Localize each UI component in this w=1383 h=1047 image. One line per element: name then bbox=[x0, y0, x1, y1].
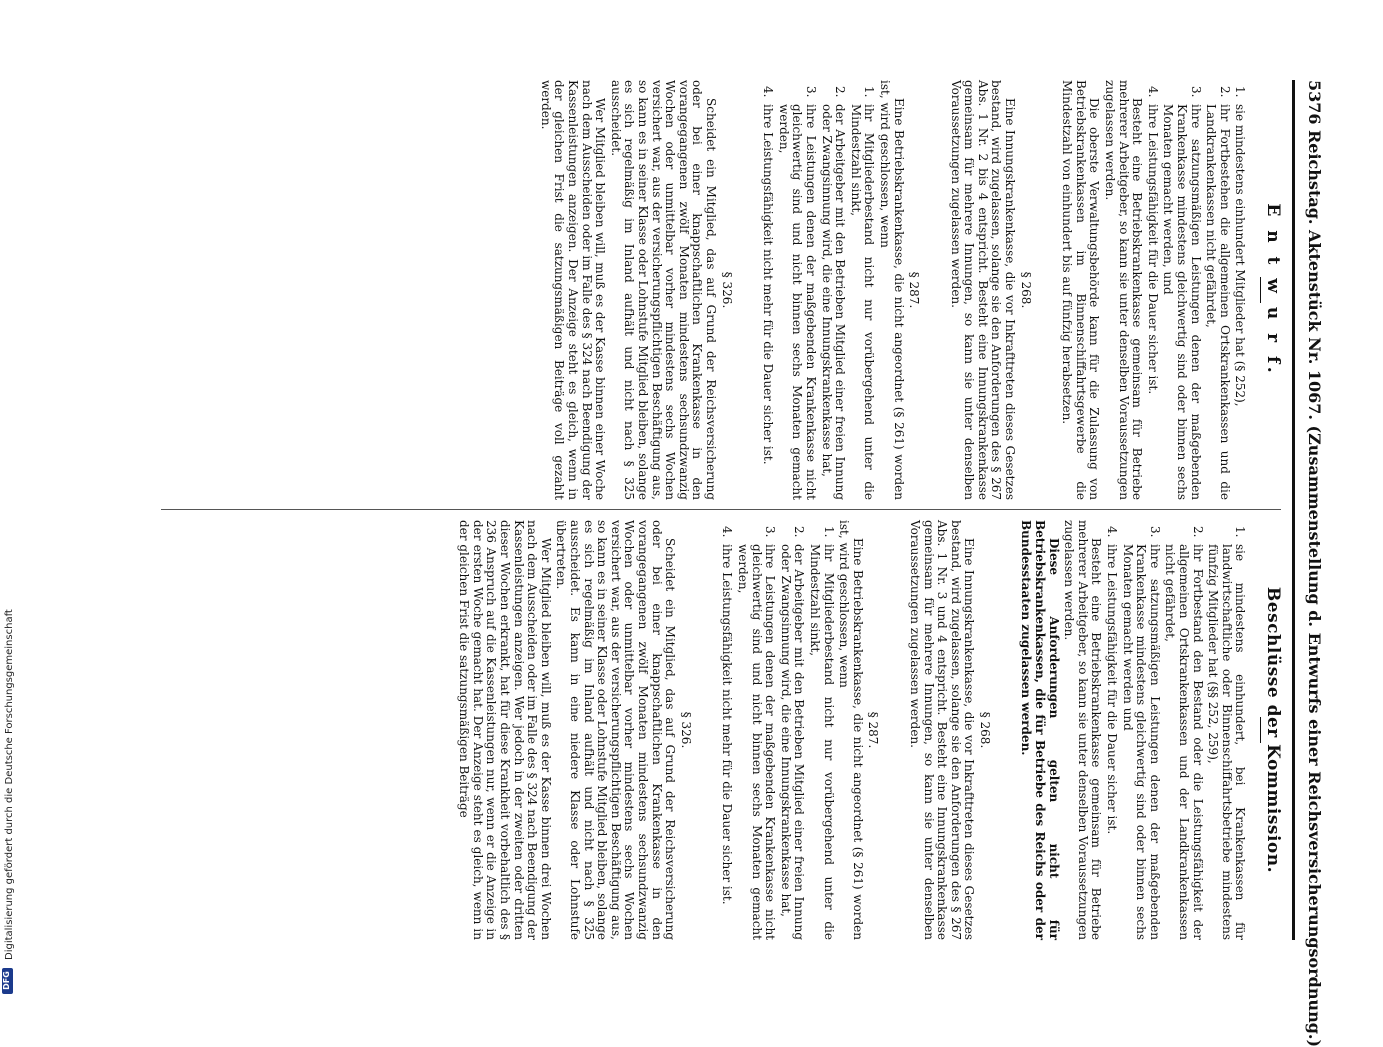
paragraph: Eine Betriebskrankenkasse, die nicht angeordnet (§ 261) worden ist, wird geschlossen, wenn bbox=[877, 80, 906, 500]
item-text: ihre Leistungsfähigkeit nicht mehr für die Dauer sicher ist. bbox=[720, 544, 735, 905]
item-number: 4. bbox=[761, 86, 776, 98]
paragraph-amended: Diese Anforderungen gelten nicht für Betriebskrankenkassen, die für Betriebe des Reichs oder der Bundesstaaten zugelassen werden. bbox=[1019, 520, 1061, 940]
item-number: 3. bbox=[763, 526, 778, 538]
item-number: 2. bbox=[833, 86, 848, 98]
list-item bbox=[1104, 520, 1118, 940]
item-number: 4. bbox=[720, 526, 735, 538]
header-title: Reichstag. Aktenstück Nr. 1067. (Zusammenstellung d. Entwurfs einer Reichsversicherungsordnung.) bbox=[1305, 130, 1324, 1047]
item-text: ihre Leistungsfähigkeit nicht mehr für die Dauer sicher ist. bbox=[761, 104, 776, 465]
item-number: 2. bbox=[1217, 86, 1232, 98]
item-text: ihre Leistungsfähigkeit für die Dauer sicher ist. bbox=[1145, 104, 1160, 395]
paragraph: Die oberste Verwaltungsbehörde kann für die Zulassung von Betriebskrankenkassen im Binnenschiffahrtsgewerbe die Mindestzahl von einhundert bis auf fünfzig herabsetzen. bbox=[1060, 80, 1102, 500]
item-number: 1. bbox=[862, 86, 877, 98]
list-item bbox=[807, 520, 834, 940]
paragraph: Eine Innungskrankenkasse, die vor Inkrafttreten dieses Gesetzes bestand, wird zugelassen, solange sie den Anforderungen des § 267 Abs. 1 Nr. 3 und 4 entspricht. Besteht eine Innungskrankenkasse gemeinsam für mehrere Innungen, so kann sie unter denselben Voraussetzungen zugelassen werden. bbox=[907, 520, 977, 940]
list-item bbox=[848, 80, 875, 500]
item-number: 2. bbox=[1190, 526, 1205, 538]
dfg-logo: DFG bbox=[2, 968, 13, 994]
draft-column-title: E n t w u r f. bbox=[1263, 203, 1283, 377]
list-item bbox=[1163, 520, 1204, 940]
list-item bbox=[1161, 80, 1202, 500]
paragraph: Eine Innungskrankenkasse, die vor Inkrafttreten dieses Gesetzes bestand, wird zugelassen, solange sie den Anforderungen des § 267 Abs. 1 Nr. 2 bis 4 entspricht. Besteht eine Innungskrankenkasse gemeinsam für mehrere Innungen, so kann sie unter denselben Voraussetzungen zugelassen werden. bbox=[948, 80, 1018, 500]
title-rule bbox=[1260, 717, 1261, 743]
item-text: sie mindestens einhundert Mitglieder hat (§ 252), bbox=[1233, 104, 1248, 407]
item-text: ihr Mitgliederbestand nicht nur vorübergehend unter die Mindestzahl sinkt, bbox=[807, 544, 836, 940]
paragraph: Besteht eine Betriebskrankenkasse gemeinsam für Betriebe mehrerer Arbeitgeber, so kann sie unter denselben Voraussetzungen zugelassen werden. bbox=[1062, 520, 1104, 940]
item-number: 1. bbox=[821, 526, 836, 538]
item-number: 3. bbox=[1188, 86, 1203, 98]
item-text: ihre Leistungsfähigkeit für die Dauer sicher ist. bbox=[1105, 544, 1120, 835]
item-number: 3. bbox=[1147, 526, 1162, 538]
list-item bbox=[1145, 80, 1159, 500]
page-number: 5376 bbox=[1305, 80, 1324, 125]
list-item bbox=[1233, 80, 1247, 500]
paragraph: Besteht eine Betriebskrankenkasse gemeinsam für Betriebe mehrerer Arbeitgeber, so kann sie unter denselben Voraussetzungen zugelassen werden. bbox=[1103, 80, 1145, 500]
item-number: 1. bbox=[1233, 526, 1248, 538]
commission-column-title: Beschlüsse der Kommission. bbox=[1263, 586, 1283, 874]
list-item bbox=[1206, 520, 1247, 940]
paragraph: Scheidet ein Mitglied, das auf Grund der Reichsversicherung oder bei einer knappschaftlichen Krankenkasse in den vorangegangenen zwölf Monaten mindestens sechsundzwanzig Wochen oder unmittelbar vorher mindestens sechs Wochen versichert war, aus der versicherungspflichtigen Beschäftigung aus, so kann es in seiner Klasse oder Lohnstufe Mitglied bleiben, solange es sich regelmäßig im Inland aufhält und nicht nach § 325 ausscheidet. Es kann in eine niedere Klasse oder Lohnstufe übertreten. bbox=[554, 520, 678, 940]
item-text: der Arbeitgeber mit den Betrieben Mitglied einer freien Innung oder Zwangsinnung wird, die eine Innungskrankenkasse hat, bbox=[819, 104, 848, 500]
item-number: 1. bbox=[1233, 86, 1248, 98]
list-item bbox=[720, 520, 734, 940]
item-text: ihr Mitgliederbestand nicht nur vorübergehend unter die Mindestzahl sinkt, bbox=[848, 104, 877, 500]
commission-column bbox=[455, 520, 1281, 940]
section-heading: § 326. bbox=[678, 711, 693, 749]
section-heading: § 287. bbox=[866, 711, 881, 749]
paragraph: Wer Mitglied bleiben will, muß es der Kasse binnen einer Woche nach dem Ausscheiden oder im Falle des § 324 nach Beendigung der Kassenleistungen anzeigen. Der Anzeige steht es gleich, wenn in der gleichen Frist die satzungsmäßigen Beiträge voll gezahlt werden. bbox=[538, 80, 608, 500]
list-item bbox=[1204, 80, 1231, 500]
section-heading: § 268. bbox=[977, 711, 992, 749]
list-item bbox=[778, 520, 805, 940]
paragraph: Wer Mitglied bleiben will, muß es der Kasse binnen drei Wochen nach dem Ausscheiden oder im Falle des § 324 nach Beendigung der Kassenleistungen anzeigen. Wer jedoch in der zweiten oder dritten dieser Wochen erkrankt, hat für diese Krankheit vorbehaltlich des § 236 Anspruch auf die Kassenleistungen nur, wenn er die Anzeige in der ersten Woche gemacht hat. Der Anzeige steht es gleich, wenn in der gleichen Frist die satzungsmäßigen Beiträge bbox=[457, 520, 553, 940]
item-number: 3. bbox=[803, 86, 818, 98]
page-header bbox=[1292, 80, 1329, 1047]
list-item bbox=[776, 80, 817, 500]
list-item bbox=[1120, 520, 1161, 940]
paragraph: Scheidet ein Mitglied, das auf Grund der Reichsversicherung oder bei einer knappschaftlichen Krankenkasse in den vorangegangenen zwölf Monaten mindestens sechsundzwanzig Wochen oder unmittelbar vorher mindestens sechs Wochen versichert war, aus der versicherungspflichtigen Beschäftigung aus, so kann es in seiner Klasse oder Lohnstufe Mitglied bleiben, solange es sich regelmäßig im Inland aufhält und nicht nach § 325 ausscheidet. bbox=[608, 80, 718, 500]
section-heading: § 326. bbox=[719, 271, 734, 309]
digitization-credit: Digitalisierung gefördert durch die Deutsche Forschungsgemeinschaft bbox=[4, 609, 15, 960]
item-number: 2. bbox=[792, 526, 807, 538]
item-text: ihr Fortbestehen die allgemeinen Ortskrankenkassen und die Landkrankenkassen nicht gefährdet, bbox=[1204, 104, 1232, 500]
draft-column bbox=[536, 80, 1281, 500]
title-rule bbox=[1260, 277, 1261, 303]
section-heading: § 287. bbox=[907, 271, 922, 309]
list-item bbox=[761, 80, 775, 500]
item-text: sie mindestens einhundert, bei Krankenkassen für landwirtschaftliche oder Binnenschiffahrtsbetriebe mindestens fünfzig Mitglieder hat (§§ 252, 259), bbox=[1206, 544, 1248, 940]
item-text: der Arbeitgeber mit den Betrieben Mitglied einer freien Innung oder Zwangsinnung wird, die eine Innungskrankenkasse hat, bbox=[778, 544, 807, 940]
document-page bbox=[129, 80, 1329, 1047]
list-item bbox=[819, 80, 846, 500]
item-text: ihre satzungsmäßigen Leistungen denen der maßgebenden Krankenkasse mindestens gleichwertig sind oder binnen sechs Monaten gemacht werden, und bbox=[1161, 104, 1203, 500]
item-text: ihre Leistungen denen der maßgebenden Krankenkasse nicht gleichwertig sind und nicht binnen sechs Monaten gemacht werden, bbox=[776, 104, 818, 500]
list-item bbox=[735, 520, 776, 940]
paragraph: Eine Betriebskrankenkasse, die nicht angeordnet (§ 261) worden ist, wird geschlossen, wenn bbox=[837, 520, 865, 940]
column-divider bbox=[161, 509, 1281, 510]
item-number: 4. bbox=[1145, 86, 1160, 98]
item-text: ihre Leistungen denen der maßgebenden Krankenkasse nicht gleichwertig sind und nicht binnen sechs Monaten gemacht werden, bbox=[736, 544, 778, 940]
item-number: 4. bbox=[1105, 526, 1120, 538]
section-heading: § 268. bbox=[1018, 271, 1033, 309]
item-text: ihr Fortbestand den Bestand oder die Leistungsfähigkeit der allgemeinen Ortskrankenkassen und der Landkrankenkassen nicht gefährdet, bbox=[1163, 544, 1205, 940]
item-text: ihre satzungsmäßigen Leistungen denen der maßgebenden Krankenkasse mindestens gleichwertig sind oder binnen sechs Monaten gemacht werden und bbox=[1120, 544, 1162, 940]
